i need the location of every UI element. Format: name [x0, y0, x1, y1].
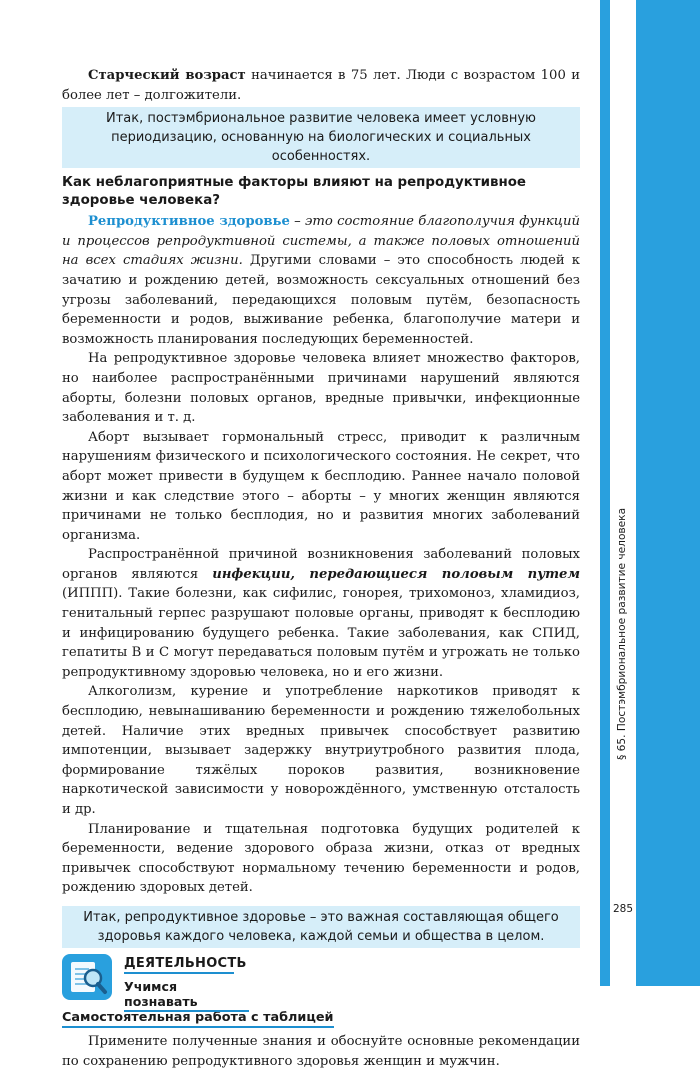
paragraph-text: (ИППП). Такие болезни, как сифилис, гонорея, трихомоноз, хламидиоз, генитальный герпес разрушают половые органы, приводят к бесплодию и инфицированию будущего ребенка. Такие заболевания, как СПИД, гепатиты В и С могут передаваться половым путём и угрожать не только репродуктивному здоровью человека, но и его жизни. — [62, 586, 580, 680]
paragraph-text: начинается в 75 лет. Люди с возрастом 100 и более лет – долгожители. — [62, 68, 580, 103]
paragraph-factors: На репродуктивное здоровье человека влияет множество факторов, но наиболее распространёнными причинами нарушений являются аборты, болезни половых органов, вредные привычки, инфекционные заболевания и т. д. — [62, 351, 580, 426]
paragraph-bad-habits: Алкоголизм, курение и употребление наркотиков приводят к бесплодию, невынашиванию беременности и рождению тяжелобольных детей. Наличие этих вредных привычек способствует развитию импотенции, вызывает задержку внутриутробного развития плода, формирование тяжёлых пороков развития, возникновение наркотической зависимости у новорождённого, умственную отсталость и др. — [62, 684, 580, 817]
activity-block — [62, 954, 580, 1009]
paragraph-old-age — [62, 66, 580, 105]
magnifier-on-document-icon — [62, 954, 112, 1000]
page-content — [62, 66, 580, 1071]
activity-subtitle: Учимся познавать — [124, 979, 249, 1012]
paragraph-reproductive-health — [62, 212, 580, 349]
term-old-age: Старческий возраст — [88, 68, 246, 83]
paragraph-task: Примените полученные знания и обоснуйте основные рекомендации по сохранению репродуктивного здоровья женщин и мужчин. — [62, 1033, 580, 1069]
term-reproductive-health: Репродуктивное здоровье — [88, 214, 290, 230]
section-question: Как неблагоприятные факторы влияют на репродуктивное здоровье человека? — [62, 175, 527, 209]
page-number: 285 — [612, 903, 634, 915]
paragraph-planning: Планирование и тщательная подготовка будущих родителей к беременности, ведение здорового образа жизни, отказ от вредных привычек способствуют нормальному течению беременности и родов, рождению здоровых детей. — [62, 821, 580, 896]
sidebar-strip — [610, 0, 636, 986]
summary-box-periodization: Итак, постэмбриональное развитие человека имеет условную периодизацию, основанную на биологических и социальных особенностях. — [62, 107, 580, 168]
paragraph-infections — [62, 545, 580, 682]
summary-box-reproductive-health: Итак, репродуктивное здоровье – это важная составляющая общего здоровья каждого человека, каждой семьи и общества в целом. — [62, 906, 580, 948]
activity-title: ДЕЯТЕЛЬНОСТЬ — [124, 956, 234, 974]
task-heading: Самостоятельная работа с таблицей — [62, 1010, 334, 1028]
running-head: § 65. Постэмбриональное развитие человека — [616, 507, 628, 760]
definition-text: – это состояние благополучия функций и процессов репродуктивной системы, а также половых отношений на всех стадиях жизни. — [62, 214, 580, 269]
paragraph-text: Другими словами – это способность людей к зачатию и рождению детей, возможность сексуальных отношений без угрозы заболеваний, передающихся половым путём, безопасность беременности и родов, выживание ребенка, благополучие матери и возможность планирования последующих беременностей. — [62, 253, 580, 347]
paragraph-text: Распространённой причиной возникновения заболеваний половых органов являются — [62, 547, 580, 582]
paragraph-abortion: Аборт вызывает гормональный стресс, приводит к различным нарушениям физического и психологического состояния. Не секрет, что аборт может привести в будущем к бесплодию. Раннее начало половой жизни и как следствие этого – аборты – у многих женщин являются причинами не только бесплодия, но и развития многих заболеваний организма. — [62, 429, 580, 543]
term-infections: инфекции, передающиеся половым путем — [212, 566, 580, 582]
